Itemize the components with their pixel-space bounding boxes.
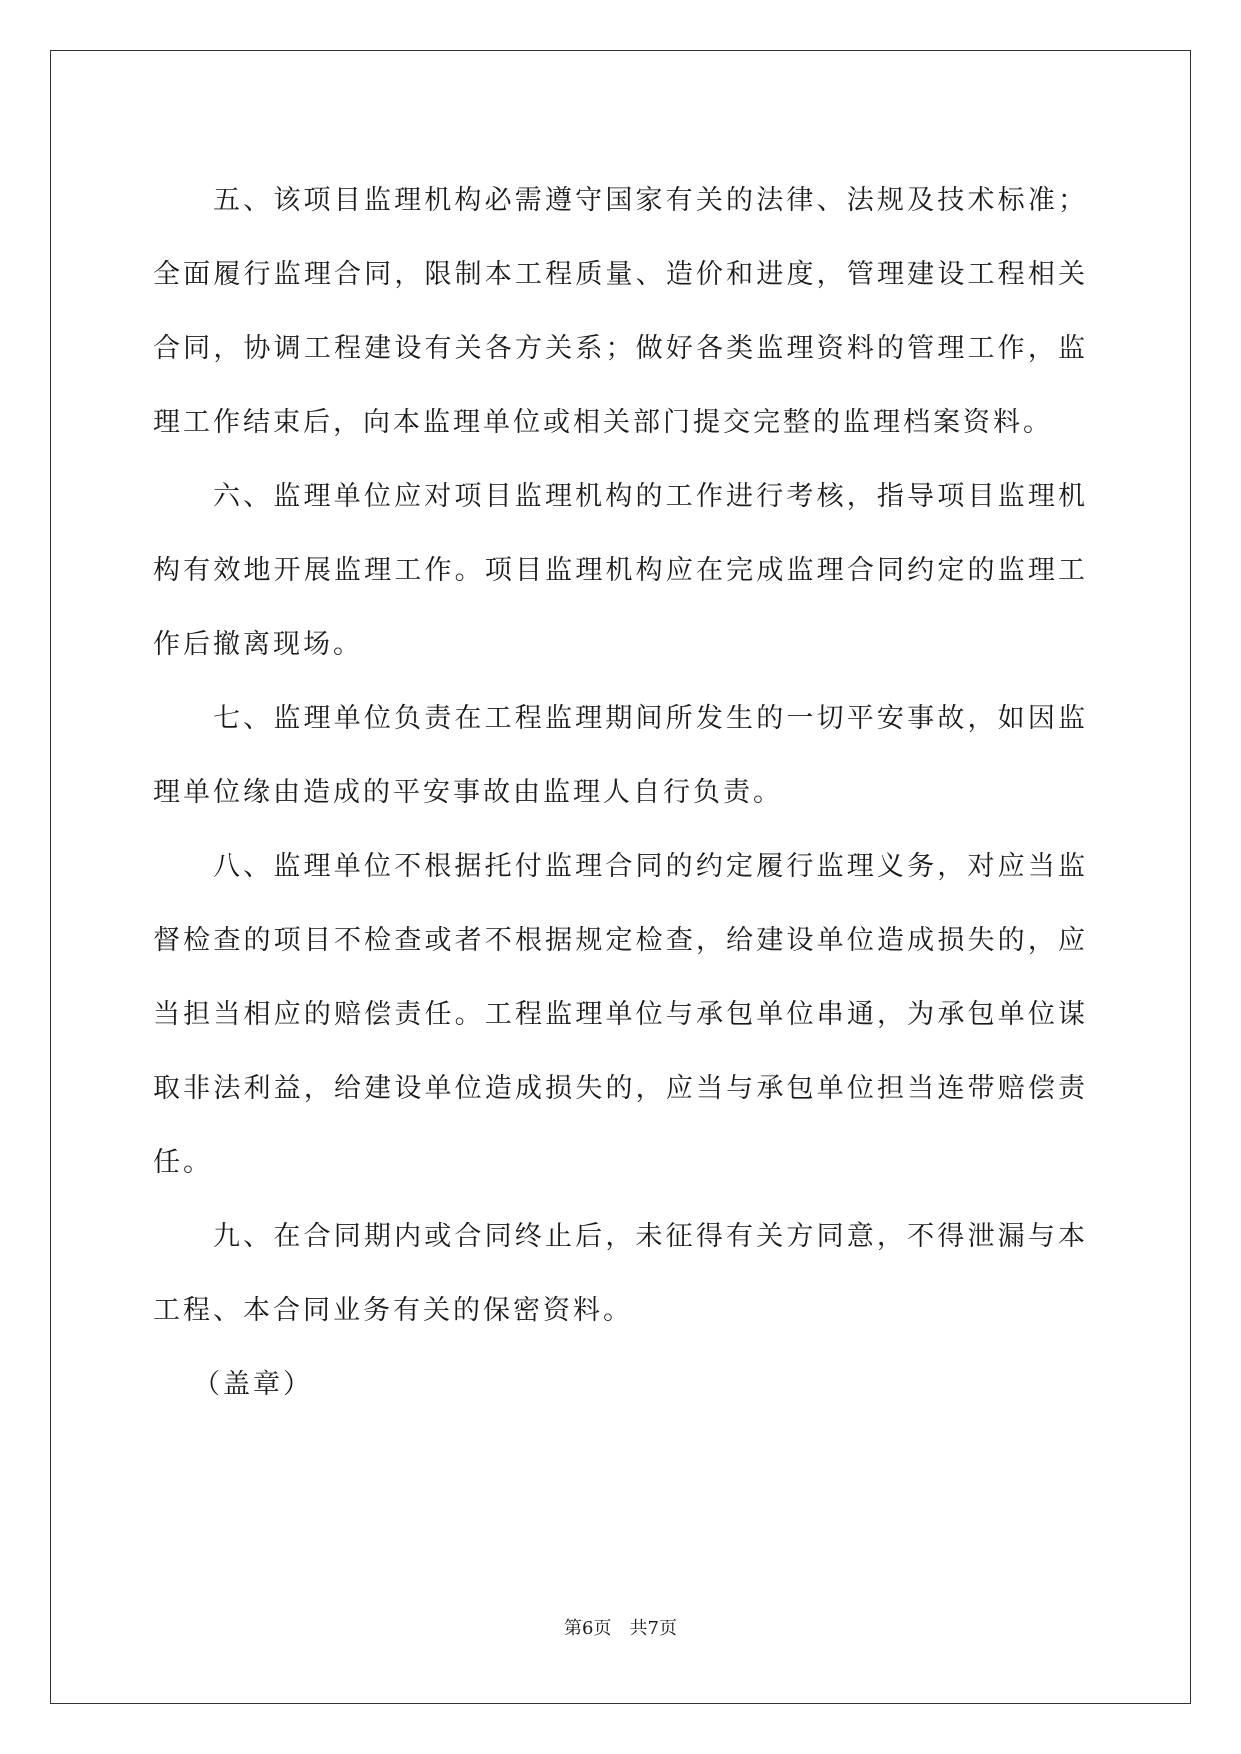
- paragraph-seven: 七、监理单位负责在工程监理期间所发生的一切平安事故，如因监理单位缘由造成的平安事故由监理人自行负责。: [153, 703, 1088, 808]
- paragraph-eight: 八、监理单位不根据托付监理合同的约定履行监理义务，对应当监督检查的项目不检查或者不根据规定检查，给建设单位造成损失的，应当担当相应的赔偿责任。工程监理单位与承包单位串通，为承包单位谋取非法利益，给建设单位造成损失的，应当与承包单位担当连带赔偿责任。: [153, 851, 1088, 1178]
- paragraph-six: 六、监理单位应对项目监理机构的工作进行考核，指导项目监理机构有效地开展监理工作。项目监理机构应在完成监理合同约定的监理工作后撤离现场。: [153, 481, 1088, 660]
- page-number-footer: 第6页 共7页: [564, 1618, 677, 1639]
- paragraph-five: 五、该项目监理机构必需遵守国家有关的法律、法规及技术标准；全面履行监理合同，限制本工程质量、造价和进度，管理建设工程相关合同，协调工程建设有关各方关系；做好各类监理资料的管理工作，监理工作结束后，向本监理单位或相关部门提交完整的监理档案资料。: [153, 185, 1088, 438]
- paragraph-nine: 九、在合同期内或合同终止后，未征得有关方同意，不得泄漏与本工程、本合同业务有关的保密资料。: [153, 1221, 1088, 1326]
- document-body: [153, 164, 1088, 1422]
- seal-placeholder: （盖章）: [193, 1369, 313, 1400]
